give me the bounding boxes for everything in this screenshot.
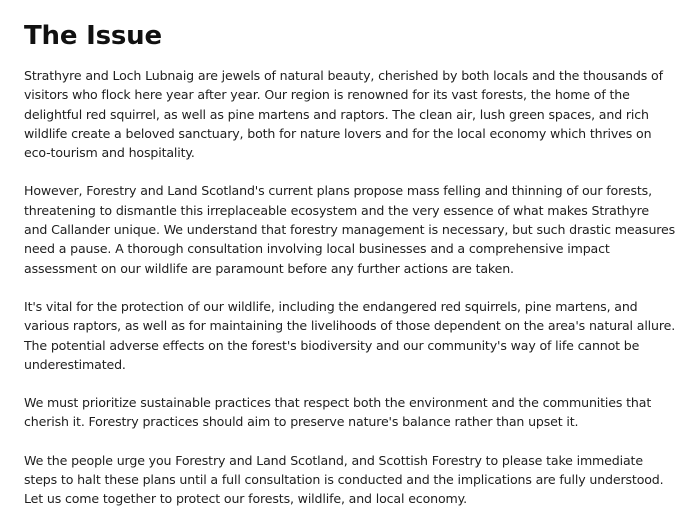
paragraph-felling-plans: However, Forestry and Land Scotland's current plans propose mass felling and thinning of our forests, threatening to dismantle this irreplaceable ecosystem and the very essence of what makes Strathyre and Callander unique. We understand that forestry management is necessary, but such drastic measures need a pause. A thorough consultation involving local businesses and a comprehensive impact assessment on our wildlife are paramount before any further actions are taken. bbox=[24, 183, 676, 276]
paragraph-intro: Strathyre and Loch Lubnaig are jewels of natural beauty, cherished by both locals and the thousands of visitors who flock here year after year. Our region is renowned for its vast forests, the home of the delightful red squirrel, as well as pine martens and raptors. The clean air, lush green spaces, and rich wildlife create a beloved sanctuary, both for nature lovers and for the local economy which thrives on eco-tourism and hospitality. bbox=[24, 68, 663, 161]
section-heading: The Issue bbox=[24, 21, 162, 51]
article-section bbox=[24, 0, 676, 509]
paragraph-sustainable-practices: We must prioritize sustainable practices that respect both the environment and the communities that cherish it. Forestry practices should aim to preserve nature's balance rather than upset it. bbox=[24, 395, 652, 430]
paragraph-wildlife-protection: It's vital for the protection of our wildlife, including the endangered red squirrels, pine martens, and various raptors, as well as for maintaining the livelihoods of those dependent on the area's natural allure. The potential adverse effects on the forest's biodiversity and our community's way of life cannot be underestimated. bbox=[24, 298, 676, 372]
paragraph-call-to-action: We the people urge you Forestry and Land Scotland, and Scottish Forestry to please take immediate steps to halt these plans until a full consultation is conducted and the implications are fully understood. Let us come together to protect our forests, wildlife, and local economy. bbox=[24, 452, 664, 507]
